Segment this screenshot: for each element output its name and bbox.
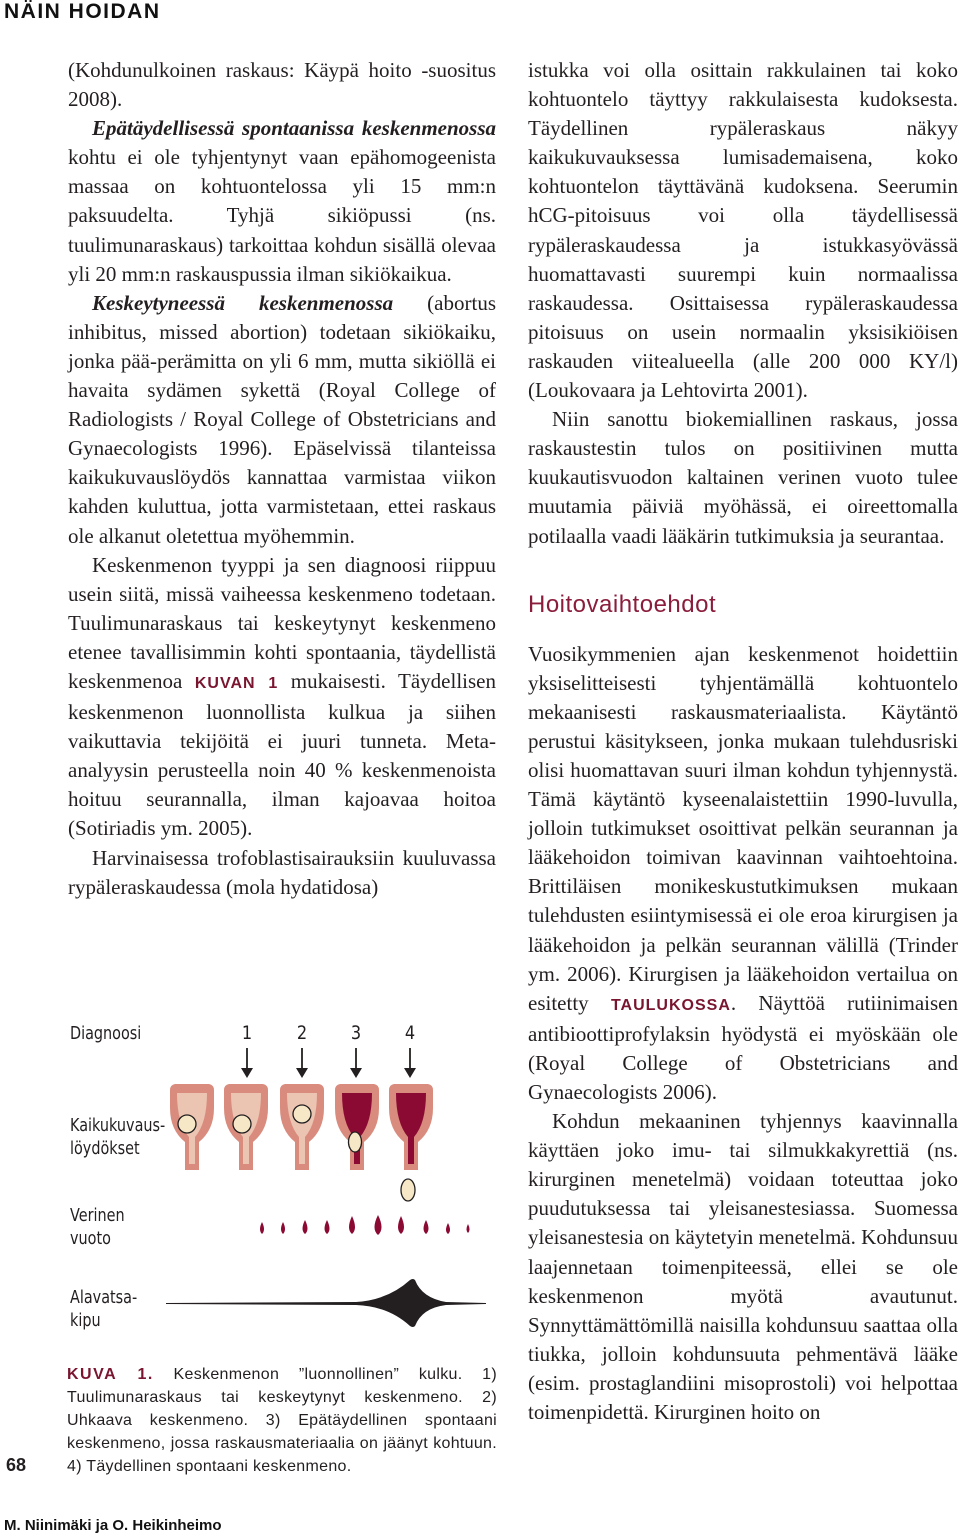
stage-number: 2	[296, 1022, 308, 1044]
pain-intensity-shape	[166, 1279, 486, 1327]
arrow-down-icon	[350, 1068, 362, 1078]
row-label-pain: Alavatsa- kipu	[70, 1287, 138, 1331]
stage-number: 1	[241, 1022, 253, 1044]
keyword: Keskeytyneessä keskenmenossa	[92, 290, 394, 315]
stage-arrows	[241, 1048, 416, 1078]
arrow-down-icon	[404, 1068, 416, 1078]
blood-drop-icon	[398, 1216, 404, 1234]
blood-drop-icon	[467, 1224, 470, 1233]
arrow-down-icon	[296, 1068, 308, 1078]
paragraph-text: Vuosikymmenien ajan keskenmenot hoidettiin yksiselitteisesti tyhjentämällä kohtuontelo mekaanisesti raskausmateriaalista. Käytäntö perustui käsitykseen, jonka mukaan tulehdusriski olisi huomattavan suuri ilman kohdun tyhjennystä. Tämä käytäntö kyseenalaistettiin 1990-luvulla, jolloin tutkimukset osoittivat pelkän seurannan ja lääkehoidon toimivan kaavinnan vaihtoehtoina. Brittiläisen monikeskustutkimuksen mukaan tulehdusten esiintymisessä ei ole eroa kirurgisen ja lääkehoidon ja pelkän seurannan välillä (Trinder ym. 2006). Kirurgisen ja lääkehoidon vertailua on esitetty	[528, 641, 958, 1015]
miscarriage-course-figure	[66, 1018, 496, 1358]
paragraph	[528, 640, 958, 1108]
paragraph	[68, 114, 496, 289]
figure-drawing	[66, 1018, 496, 1358]
left-column	[68, 56, 496, 902]
blood-drop-icon	[446, 1223, 450, 1234]
paragraph: (Kohdunulkoinen raskaus: Käypä hoito -suositus 2008).	[68, 58, 496, 112]
paragraph	[68, 551, 496, 844]
blood-drop-icon	[375, 1215, 382, 1235]
keyword: Epätäydellisessä spontaanissa keskenmenossa	[92, 116, 496, 141]
arrow-down-icon	[241, 1068, 253, 1078]
page-number: 68	[6, 1455, 27, 1475]
blood-drop-icon	[424, 1220, 429, 1234]
paragraph: Kohdun mekaaninen tyhjennys kaavinnalla käyttäen joko imu- tai silmukkakyrettiä (ns. kirurginen menetelmä) voidaan toteuttaa joko puudutuksessa tai yleisanestesiassa. Suomessa yleisanestesia on käytetyin menetelmä. Kohdunsuu laajennetaan toimenpiteessä, ellei se ole keskenmenon myötä avautunut. Synnyttämättömillä naisilla kohdunsuu saattaa olla tiukka, jolloin kohdunsuuta pehmentävä lääke (esim. prostaglandiini misoprostoli) voi helpottaa toimenpidettä. Kirurginen hoito on	[528, 1109, 958, 1425]
paragraph-text: . Näyttöä rutiinimaisen antibioottiprofylaksin hyödystä ei myöskään ole (Royal College of Obstetricians and Gynaecologists 2006).	[528, 990, 958, 1104]
right-column	[528, 56, 958, 1427]
row-label-diagnosis: Diagnoosi	[70, 1023, 142, 1044]
paragraph-text: kohtu ei ole tyhjentynyt vaan epähomogeenista massaa on kohtuontelossa yli 15 mm:n paksuudelta. Tyhjä sikiöpussi (ns. tuulimunaraskaus) tarkoittaa kohdun sisällä olevaa yli 20 mm:n raskauspussia ilman sikiökaikua.	[68, 145, 496, 286]
blood-drop-icon	[260, 1222, 264, 1234]
page-footer: M. Niinimäki ja O. Heikinheimo	[4, 1517, 222, 1534]
stage-number: 4	[404, 1022, 416, 1044]
paragraph: istukka voi olla osittain rakkulainen tai koko kohtuontelo täyttyy rakkulaisesta kudoksesta. Täydellinen rypäleraskaus näkyy kaikukuvauksessa lumisademaisena, koko kohtuontelon täyttävänä kudoksena. Seerumin hCG-pitoisuus voi olla täydellisessä rypäleraskaudessa ja istukkasyövässä huomattavasti suurempi kuin normaalissa raskaudessa. Osittaisessa rypäleraskaudessa pitoisuus on usein normaalin yksisikiöisen raskauden viitealueella (alle 200 000 KY/l)(Loukovaara ja Lehtovirta 2001).	[528, 58, 958, 403]
blood-drop-icon	[303, 1220, 308, 1234]
figure-caption	[67, 1363, 497, 1478]
figure-reference: KUVAN 1	[194, 674, 279, 692]
row-label-ultrasound: Kaikukuvaus- löydökset	[70, 1115, 166, 1159]
stage-number: 3	[350, 1022, 362, 1044]
paragraph: Niin sanottu biokemiallinen raskaus, jossa raskaustestin tulos on positiivinen mutta kuukautisvuodon kaltainen verinen vuoto tulee muutamia päiviä myöhässä, ei oireettomalla potilaalla vaadi lääkärin tutkimuksia ja seurantaa.	[528, 407, 958, 548]
uterus-3	[280, 1084, 324, 1170]
paragraph: Harvinaisessa trofoblastisairauksiin kuuluvassa rypäleraskaudessa (mola hydatidosa)	[68, 845, 496, 899]
paragraph-text: mukaisesti. Täydellisen keskenmenon luonnollista kulkua ja siihen vaikuttavia tekijöitä ei juuri tunneta. Meta-analyysin perusteella noin 40 % keskenmenoista hoituu seurannalla, ilman kajoavaa hoitoa (Sotiriadis ym. 2005).	[68, 668, 496, 841]
blood-drop-icon	[325, 1220, 330, 1234]
caption-text: Keskenmenon ”luonnollinen” kulku. 1) Tuulimunaraskaus tai keskeytynyt keskenmeno. 2) Uhkaava keskenmeno. 3) Epätäydellinen spontaani keskenmeno, jossa raskausmateriaalia on jäänyt kohtuun. 4) Täydellinen spontaani keskenmeno.	[67, 1366, 497, 1475]
paragraph-text: Keskenmenon tyyppi ja sen diagnoosi riippuu usein siitä, missä vaiheessa keskenmeno todetaan. Tuulimunaraskaus tai keskeytynyt keskenmeno etenee tavallisimmin kohti spontaania, täydellistä keskenmenoa	[68, 552, 496, 693]
blood-drops	[260, 1215, 470, 1235]
uterus-4	[335, 1084, 379, 1170]
blood-drop-icon	[281, 1222, 285, 1234]
paragraph	[68, 289, 496, 551]
uterus-5	[389, 1084, 433, 1170]
caption-label: KUVA 1.	[67, 1366, 154, 1383]
table-reference: TAULUKOSSA	[610, 996, 731, 1014]
blood-drop-icon	[349, 1216, 355, 1234]
page-header: NÄIN HOIDAN	[4, 0, 161, 23]
section-heading: Hoitovaihtoehdot	[528, 590, 717, 618]
row-label-bleeding: Verinen vuoto	[70, 1205, 125, 1249]
paragraph-text: (abortus inhibitus, missed abortion) todetaan sikiökaiku, jonka pää-perämitta on yli 6 mm, mutta sikiöllä ei havaita sydämen sykettä (Royal College of Radiologists / Royal College of Obstetricians and Gynaecologists 1996). Epäselvissä tilanteissa kaikukuvauslöydös kannattaa varmistaa viikon kahden kuluttua, jotta varmistetaan, ettei raskaus ole alkanut oletettua myöhemmin.	[68, 290, 496, 548]
